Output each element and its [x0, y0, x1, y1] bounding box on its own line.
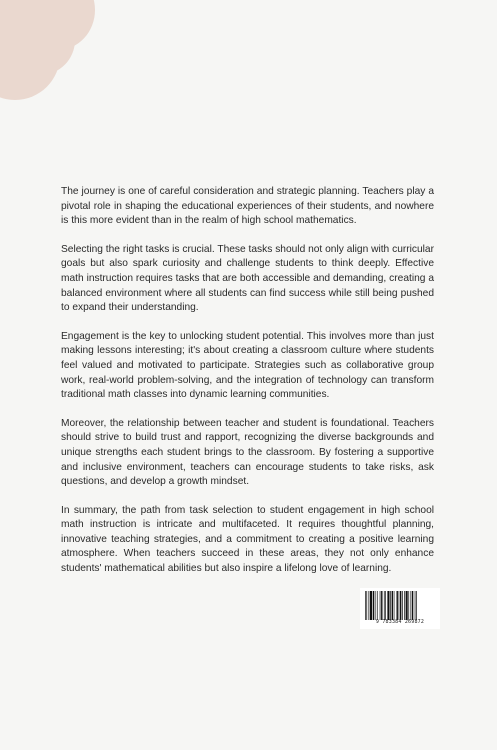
paragraph-summary: In summary, the path from task selection to student engagement in high school math instruction is intricate and multifaceted. It requires thoughtful planning, innovative teaching strategies, and a commitment to creating a positive learning atmosphere. When teachers succeed in these areas, they not only enhance students' mathematical abilities but also inspire a lifelong love of learning.	[61, 504, 434, 575]
paragraph-relationship: Moreover, the relationship between teacher and student is foundational. Teachers should strive to build trust and rapport, recognizing the diverse backgrounds and unique strengths each student brings to the classroom. By fostering a supportive and inclusive environment, teachers can encourage students to take risks, ask questions, and develop a growth mindset.	[61, 417, 434, 488]
barcode-bar	[400, 591, 401, 620]
barcode-bar	[411, 591, 412, 620]
barcode-bar	[406, 591, 408, 620]
barcode-bar	[402, 591, 403, 620]
barcode-bar	[390, 591, 391, 620]
barcode-bar	[375, 591, 376, 620]
barcode-bar	[416, 591, 417, 620]
paragraph-intro: The journey is one of careful consideration and strategic planning. Teachers play a pivotal role in shaping the educational experiences of their students, and nowhere is this more evident than in the realm of high school mathematics.	[61, 186, 434, 227]
barcode-bar	[412, 591, 413, 620]
barcode-bar	[408, 591, 409, 620]
isbn-barcode	[360, 588, 440, 629]
barcode-bar	[415, 591, 416, 620]
decorative-blob	[5, 5, 75, 75]
barcode-bars	[365, 591, 435, 620]
barcode-bar	[397, 591, 398, 620]
barcode-bar	[384, 591, 385, 620]
barcode-bar	[366, 591, 367, 620]
paragraph-tasks: Selecting the right tasks is crucial. These tasks should not only align with curricular goals but also spark curiosity and challenge students to think deeply. Effective math instruction requires tasks that are both accessible and demanding, creating a balanced environment where all students can find success while still being pushed to expand their understanding.	[61, 243, 434, 314]
paragraph-engagement: Engagement is the key to unlocking student potential. This involves more than just making lessons interesting; it's about creating a classroom culture where students feel valued and motivated to participate. Strategies such as collaborative group work, real-world problem-solving, and the integration of technology can transform traditional math classes into dynamic learning communities.	[61, 330, 434, 401]
barcode-bar	[377, 591, 378, 620]
barcode-bar	[369, 591, 370, 620]
barcode-bar	[392, 591, 393, 620]
barcode-bar	[394, 591, 395, 620]
barcode-bar	[387, 591, 389, 620]
barcode-bar	[385, 591, 386, 620]
barcode-bar	[404, 591, 405, 620]
barcode-bar	[380, 591, 381, 620]
barcode-bar	[370, 591, 372, 620]
barcode-bar	[365, 591, 366, 620]
back-cover-text	[61, 185, 434, 591]
barcode-bar	[399, 591, 400, 620]
barcode-number: 9 783384 269872	[375, 619, 425, 625]
barcode-bar	[373, 591, 374, 620]
barcode-bar	[381, 591, 382, 620]
